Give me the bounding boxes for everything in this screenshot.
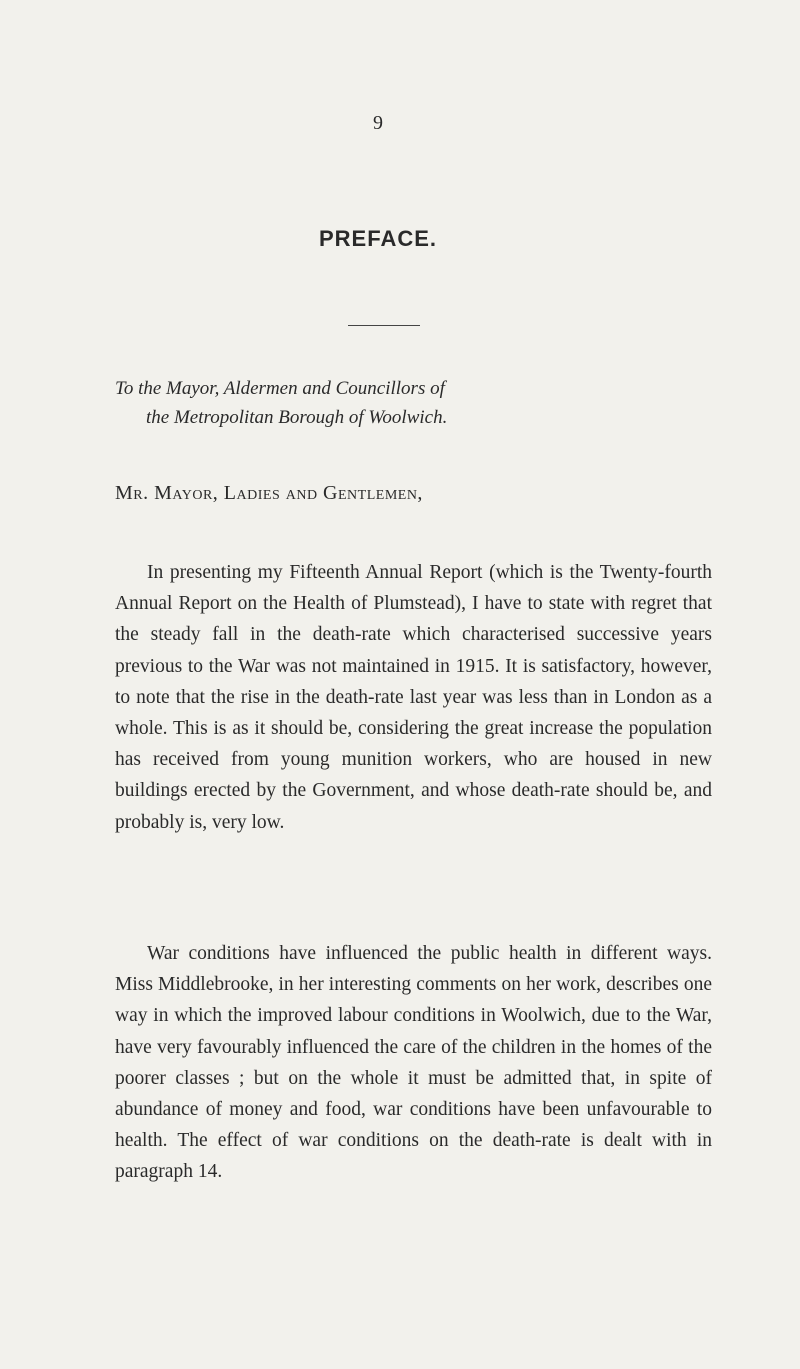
title-divider — [348, 325, 420, 326]
paragraph-2: War conditions have influenced the public health in different ways. Miss Middlebrooke, in her interesting comments on her work, describes one way in which the improved labour conditions in Woolwich, due to the War, have very favourably influenced the care of the children in the homes of the poorer classes ; but on the whole it must be admitted that, in spite of abundance of money and food, war conditions have been unfavourable to health. The effect of war conditions on the death-rate is dealt with in paragraph 14. — [115, 943, 712, 1183]
paragraph-1: In presenting my Fifteenth Annual Report (which is the Twenty-fourth Annual Report on the Health of Plumstead), I have to state with regret that the steady fall in the death-rate which characterised successive years previous to the War was not maintained in 1915. It is satisfactory, however, to note that the rise in the death-rate last year was less than in London as a whole. This is as it should be, considering the great increase the population has received from young munition workers, who are housed in new buildings erected by the Government, and whose death-rate should be, and probably is, very low. — [115, 562, 712, 833]
address-block — [115, 374, 447, 432]
address-line-2: the Metropolitan Borough of Woolwich. — [146, 407, 448, 428]
page-title: PREFACE. — [318, 226, 438, 251]
address-line-1: To the Mayor, Aldermen and Councillors of — [115, 378, 445, 399]
page-number: 9 — [373, 112, 383, 134]
salutation: Mr. Mayor, Ladies and Gentlemen, — [115, 482, 423, 504]
